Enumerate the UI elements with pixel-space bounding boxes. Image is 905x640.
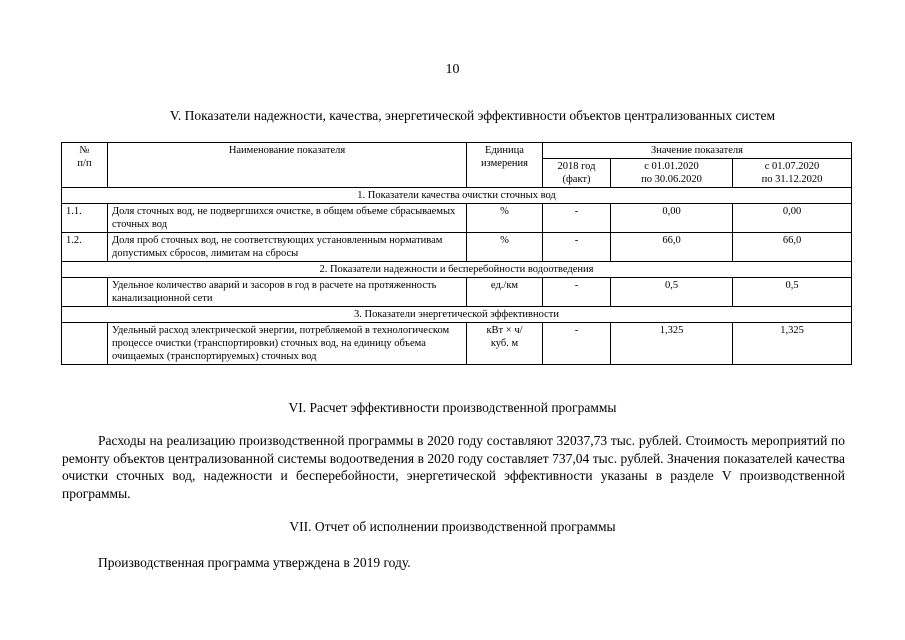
- header-h2-2020: с 01.07.2020 по 31.12.2020: [733, 159, 852, 188]
- header-h1-2020: с 01.01.2020 по 30.06.2020: [611, 159, 733, 188]
- table-row: [62, 233, 852, 262]
- group-row: [62, 262, 852, 278]
- row-value-h1: 1,325: [611, 323, 733, 365]
- row-num: [62, 323, 108, 365]
- row-value-h2: 1,325: [733, 323, 852, 365]
- header-unit: Единица измерения: [467, 143, 543, 188]
- section-5-title: V. Показатели надежности, качества, энергетической эффективности объектов централизованных систем: [169, 108, 776, 123]
- group-row: [62, 307, 852, 323]
- row-value-2018: -: [543, 233, 611, 262]
- row-name: Удельный расход электрической энергии, потребляемой в технологическом процессе очистки (транспортировки) сточных вод, на единицу объема очищаемых (транспортируемых) сточных вод: [108, 323, 467, 365]
- table-row: [62, 204, 852, 233]
- row-value-2018: -: [543, 204, 611, 233]
- section-7-paragraph: Производственная программа утверждена в 2019 году.: [98, 555, 411, 570]
- row-name: Доля проб сточных вод, не соответствующих установленным нормативам допустимых сбросов, лимитам на сбросы: [108, 233, 467, 262]
- group-title: 3. Показатели энергетической эффективности: [62, 307, 852, 323]
- row-value-2018: -: [543, 323, 611, 365]
- row-name: Доля сточных вод, не подвергшихся очистке, в общем объеме сбрасываемых сточных вод: [108, 204, 467, 233]
- section-7-title: VII. Отчет об исполнении производственной программы: [289, 519, 616, 534]
- row-name: Удельное количество аварий и засоров в год в расчете на протяженность канализационной сети: [108, 278, 467, 307]
- group-title: 1. Показатели качества очистки сточных вод: [62, 188, 852, 204]
- page-number: 10: [445, 62, 460, 77]
- group-title: 2. Показатели надежности и бесперебойности водоотведения: [62, 262, 852, 278]
- header-value-group: Значение показателя: [543, 143, 852, 159]
- group-row: [62, 188, 852, 204]
- table-row: [62, 323, 852, 365]
- row-num: 1.1.: [62, 204, 108, 233]
- table-row: [62, 278, 852, 307]
- header-name: Наименование показателя: [108, 143, 467, 188]
- row-unit: ед./км: [467, 278, 543, 307]
- row-unit: %: [467, 233, 543, 262]
- row-value-h2: 0,00: [733, 204, 852, 233]
- row-num: 1.2.: [62, 233, 108, 262]
- section-6-title: VI. Расчет эффективности производственной программы: [288, 400, 617, 415]
- row-unit: %: [467, 204, 543, 233]
- section-6-paragraph: Расходы на реализацию производственной программы в 2020 году составляют 32037,73 тыс. рублей. Стоимость мероприятий по ремонту объектов централизованной системы водоотведения в 2020 году составляет 737,04 тыс. рублей. Значения показателей качества очистки сточных вод, надежности и бесперебойности, энергетической эффективности указаны в разделе V производственной программы.: [62, 433, 845, 501]
- row-value-h1: 0,00: [611, 204, 733, 233]
- row-value-2018: -: [543, 278, 611, 307]
- row-value-h1: 0,5: [611, 278, 733, 307]
- indicators-table: [61, 142, 852, 365]
- row-value-h2: 0,5: [733, 278, 852, 307]
- row-num: [62, 278, 108, 307]
- row-value-h1: 66,0: [611, 233, 733, 262]
- header-2018: 2018 год (факт): [543, 159, 611, 188]
- row-unit: кВт × ч/ куб. м: [467, 323, 543, 365]
- row-value-h2: 66,0: [733, 233, 852, 262]
- header-num: № п/п: [62, 143, 108, 188]
